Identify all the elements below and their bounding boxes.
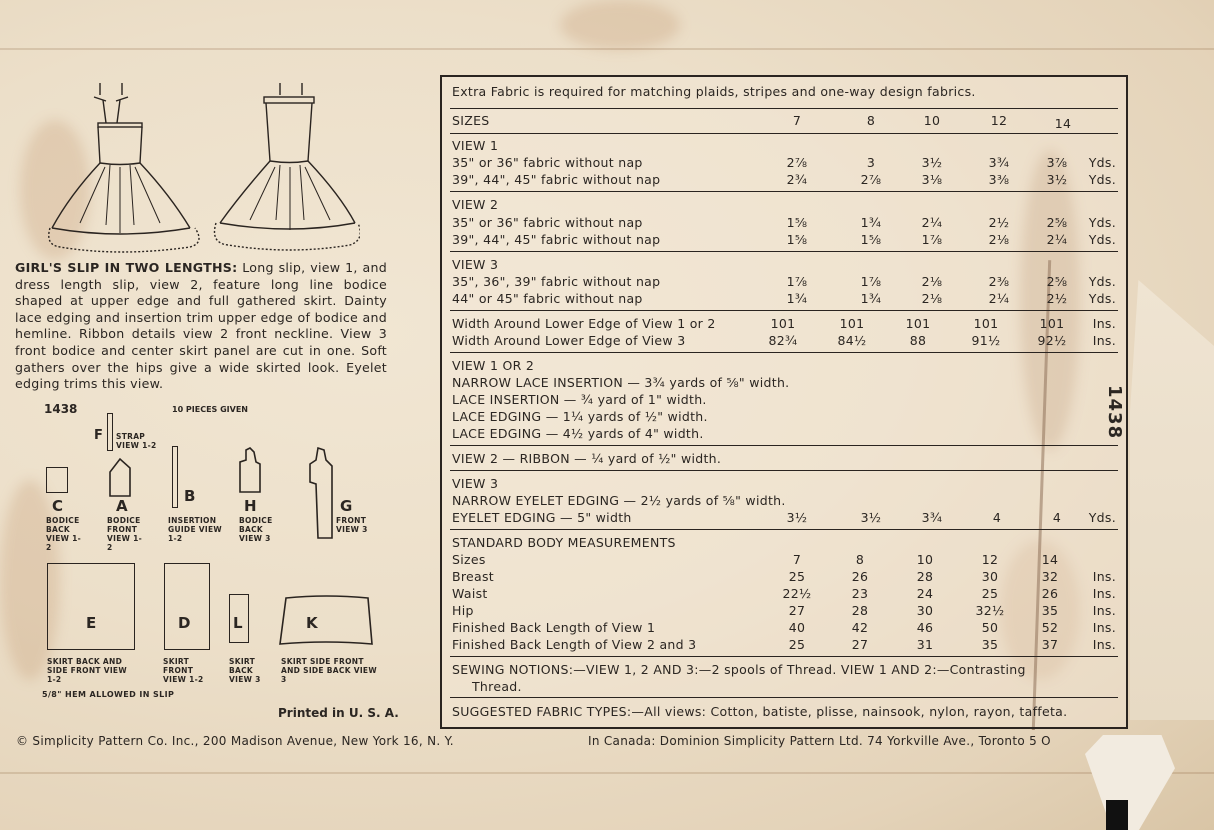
value: 4: [992, 510, 1002, 525]
sewing-notions: SEWING NOTIONS:—VIEW 1, 2 AND 3:—2 spools of Thread. VIEW 1 AND 2:—Contrasting: [452, 662, 1026, 677]
footer-canada-address: In Canada: Dominion Simplicity Pattern Ltd. 74 Yorkville Ave., Toronto 5 O: [588, 734, 1051, 748]
piece-f-label: STRAP VIEW 1-2: [116, 432, 157, 450]
view2-row-1: [452, 215, 1116, 231]
footer-us-address: © Simplicity Pattern Co. Inc., 200 Madison Avenue, New York 16, N. Y.: [16, 734, 454, 748]
piece-c-label: BODICE BACK VIEW 1-2: [46, 516, 82, 552]
back-length-view23-row: [452, 637, 1116, 653]
body-measurements-title: STANDARD BODY MEASUREMENTS: [452, 535, 676, 550]
piece-h-shape: [236, 446, 266, 496]
value: 25: [788, 637, 806, 652]
row-label: 35", 36", 39" fabric without nap: [452, 274, 661, 289]
background-gap: [1106, 800, 1128, 830]
row-label: 39", 44", 45" fabric without nap: [452, 172, 661, 187]
piece-b-shape: [172, 446, 178, 508]
hem-note: 5/8" HEM ALLOWED IN SLIP: [42, 690, 175, 699]
slip-illustrations: [40, 75, 360, 255]
divider: [450, 251, 1118, 252]
value: 1⅞: [786, 274, 808, 289]
piece-l-letter: L: [233, 614, 243, 632]
value: 35: [981, 637, 999, 652]
piece-e-label: SKIRT BACK AND SIDE FRONT VIEW 1-2: [47, 657, 127, 684]
value: 2½: [988, 215, 1010, 230]
value: 40: [788, 620, 806, 635]
value: 2⅜: [988, 274, 1010, 289]
value: 1¾: [860, 215, 882, 230]
trim-line: LACE EDGING — 1¼ yards of ½" width.: [452, 409, 708, 424]
value: 3¾: [988, 155, 1010, 170]
value: 27: [788, 603, 806, 618]
pattern-number: 1438: [44, 402, 78, 416]
piece-k-letter: K: [306, 614, 318, 632]
value: 2⅞: [786, 155, 808, 170]
value: 28: [916, 569, 934, 584]
value: 12: [981, 552, 999, 567]
value: 2⅞: [860, 172, 882, 187]
sizes-row: [452, 113, 1116, 129]
value: 2¼: [988, 291, 1010, 306]
value: 26: [851, 569, 869, 584]
value: 50: [981, 620, 999, 635]
value: 88: [909, 333, 927, 348]
value: 42: [851, 620, 869, 635]
printed-in: Printed in U. S. A.: [278, 706, 399, 720]
unit: Ins.: [1092, 620, 1116, 635]
unit: Ins.: [1092, 316, 1116, 331]
body-sizes-row: [452, 552, 1116, 568]
value: 101: [1039, 316, 1065, 331]
piece-h-letter: H: [244, 497, 257, 515]
value: 2½: [1046, 291, 1068, 306]
view1-row-1: [452, 155, 1116, 171]
piece-f-shape: [107, 413, 113, 451]
unit: Ins.: [1092, 637, 1116, 652]
value: 10: [916, 552, 934, 567]
divider: [450, 445, 1118, 446]
value: 3½: [921, 155, 943, 170]
value: 3½: [1046, 172, 1068, 187]
value: 101: [905, 316, 931, 331]
piece-a-shape: [108, 456, 134, 498]
value: 1¾: [786, 291, 808, 306]
trims-view3-title: VIEW 3: [452, 476, 499, 491]
value: 2¼: [1046, 232, 1068, 247]
unit: Yds.: [1088, 172, 1116, 187]
value: 91½: [971, 333, 1001, 348]
size-7: 7: [792, 113, 802, 128]
hip-row: [452, 603, 1116, 619]
piece-e-shape: [47, 563, 135, 650]
view3-row-2: [452, 291, 1116, 307]
piece-l-label: SKIRT BACK VIEW 3: [229, 657, 261, 684]
value: 1⅝: [860, 232, 882, 247]
unit: Ins.: [1092, 333, 1116, 348]
trim-line: LACE EDGING — 4½ yards of 4" width.: [452, 426, 704, 441]
row-label: 39", 44", 45" fabric without nap: [452, 232, 661, 247]
value: 3½: [860, 510, 882, 525]
piece-k-label: SKIRT SIDE FRONT AND SIDE BACK VIEW 3: [281, 657, 377, 684]
yardage-chart: [440, 75, 1128, 729]
value: 3½: [786, 510, 808, 525]
unit: Yds.: [1088, 155, 1116, 170]
value: 22½: [782, 586, 812, 601]
unit: Yds.: [1088, 274, 1116, 289]
waist-row: [452, 586, 1116, 602]
pattern-description: [15, 260, 387, 393]
value: 84½: [837, 333, 867, 348]
unit: Yds.: [1088, 510, 1116, 525]
value: 24: [916, 586, 934, 601]
value: 3⅞: [1046, 155, 1068, 170]
torn-corner: [1130, 280, 1214, 720]
stain: [560, 0, 680, 50]
divider: [450, 133, 1118, 134]
description-title: GIRL'S SLIP IN TWO LENGTHS:: [15, 260, 238, 275]
unit: Ins.: [1092, 569, 1116, 584]
width-row-1: [452, 316, 1116, 332]
value: 25: [981, 586, 999, 601]
size-12: 12: [990, 113, 1008, 128]
piece-a-letter: A: [116, 497, 128, 515]
unit: Yds.: [1088, 215, 1116, 230]
value: 46: [916, 620, 934, 635]
value: 3⅛: [921, 172, 943, 187]
sewing-notions-cont: Thread.: [472, 679, 522, 694]
row-label: Hip: [452, 603, 474, 618]
row-label: Finished Back Length of View 2 and 3: [452, 637, 697, 652]
trim-line: NARROW LACE INSERTION — 3¾ yards of ⅝" width.: [452, 375, 790, 390]
size-10: 10: [923, 113, 941, 128]
value: 1⅝: [786, 215, 808, 230]
crease: [0, 772, 1214, 774]
value: 2⅛: [988, 232, 1010, 247]
value: 82¾: [768, 333, 798, 348]
extra-fabric-note: Extra Fabric is required for matching plaids, stripes and one-way design fabrics.: [452, 84, 976, 99]
trims-view12-title: VIEW 1 OR 2: [452, 358, 535, 373]
eyelet-edging-row: [452, 510, 1116, 526]
value: 4: [1052, 510, 1062, 525]
piece-c-letter: C: [52, 497, 64, 515]
value: 7: [792, 552, 802, 567]
divider: [450, 470, 1118, 471]
piece-k-shape: [278, 592, 374, 650]
value: 101: [973, 316, 999, 331]
value: 3⅜: [988, 172, 1010, 187]
divider: [450, 529, 1118, 530]
unit: Yds.: [1088, 291, 1116, 306]
value: 2⅛: [921, 291, 943, 306]
divider: [450, 191, 1118, 192]
row-label: Finished Back Length of View 1: [452, 620, 656, 635]
width-row-2: [452, 333, 1116, 349]
piece-d-letter: D: [178, 614, 191, 632]
piece-a-label: BODICE FRONT VIEW 1-2: [107, 516, 143, 552]
trim-line: LACE INSERTION — ¾ yard of 1" width.: [452, 392, 707, 407]
value: 2¾: [786, 172, 808, 187]
divider: [450, 352, 1118, 353]
piece-d-shape: [164, 563, 210, 650]
value: 8: [855, 552, 865, 567]
value: 32: [1041, 569, 1059, 584]
value: 35: [1041, 603, 1059, 618]
suggested-fabric-types: SUGGESTED FABRIC TYPES:—All views: Cotton, batiste, plisse, nainsook, nylon, rayon, taffeta.: [452, 704, 1068, 719]
value: 2⅝: [1046, 215, 1068, 230]
piece-d-label: SKIRT FRONT VIEW 1-2: [163, 657, 204, 684]
unit: Ins.: [1092, 586, 1116, 601]
description-body: Long slip, view 1, and dress length slip, view 2, feature long line bodice shaped at upper edge and full gathered skirt. Dainty lace edging and insertion trim upper edge of bodice and hemline. Ribbon details view 2 front neckline. View 3 front bodice and center skirt panel are cut in one. Soft gathers over the hips give a wide skirted look. Eyelet edging trims this view.: [15, 260, 387, 392]
value: 1⅞: [860, 274, 882, 289]
piece-c-shape: [46, 467, 68, 493]
value: 30: [981, 569, 999, 584]
row-label: 35" or 36" fabric without nap: [452, 215, 643, 230]
piece-g-shape: [304, 444, 338, 542]
piece-b-label: INSERTION GUIDE VIEW 1-2: [168, 516, 222, 543]
pieces-given: 10 PIECES GIVEN: [172, 405, 248, 414]
value: 1⅝: [786, 232, 808, 247]
divider: [450, 108, 1118, 109]
value: 31: [916, 637, 934, 652]
value: 92½: [1037, 333, 1067, 348]
value: 30: [916, 603, 934, 618]
value: 1⅞: [921, 232, 943, 247]
piece-g-letter: G: [340, 497, 353, 515]
value: 27: [851, 637, 869, 652]
value: 101: [839, 316, 865, 331]
unit: Ins.: [1092, 603, 1116, 618]
value: 14: [1041, 552, 1059, 567]
row-label: Sizes: [452, 552, 486, 567]
piece-e-letter: E: [86, 614, 97, 632]
breast-row: [452, 569, 1116, 585]
view1-row-2: [452, 172, 1116, 188]
value: 1¾: [860, 291, 882, 306]
narrow-eyelet-line: NARROW EYELET EDGING — 2½ yards of ⅝" width.: [452, 493, 786, 508]
back-length-view1-row: [452, 620, 1116, 636]
row-label: 44" or 45" fabric without nap: [452, 291, 643, 306]
crease: [0, 48, 1214, 50]
value: 37: [1041, 637, 1059, 652]
value: 2⅛: [921, 274, 943, 289]
value: 28: [851, 603, 869, 618]
view3-row-1: [452, 274, 1116, 290]
unit: Yds.: [1088, 232, 1116, 247]
piece-b-letter: B: [184, 487, 196, 505]
size-14: 14: [1054, 116, 1072, 131]
value: 32½: [975, 603, 1005, 618]
divider: [450, 310, 1118, 311]
value: 25: [788, 569, 806, 584]
view1-title: VIEW 1: [452, 138, 499, 153]
sizes-label: SIZES: [452, 113, 490, 128]
value: 26: [1041, 586, 1059, 601]
row-label: Width Around Lower Edge of View 3: [452, 333, 686, 348]
divider: [450, 697, 1118, 698]
folded-flap: [1085, 735, 1175, 830]
value: 3¾: [921, 510, 943, 525]
piece-h-label: BODICE BACK VIEW 3: [239, 516, 273, 543]
row-label: Width Around Lower Edge of View 1 or 2: [452, 316, 716, 331]
side-pattern-number: 1438: [1104, 385, 1125, 440]
value: 52: [1041, 620, 1059, 635]
view2-title: VIEW 2: [452, 197, 499, 212]
size-8: 8: [866, 113, 876, 128]
value: 101: [770, 316, 796, 331]
piece-f-letter: F: [94, 428, 103, 443]
row-label: EYELET EDGING — 5" width: [452, 510, 632, 525]
value: 23: [851, 586, 869, 601]
value: 3: [866, 155, 876, 170]
row-label: Waist: [452, 586, 488, 601]
value: 2¼: [921, 215, 943, 230]
value: 2⅝: [1046, 274, 1068, 289]
view3-title: VIEW 3: [452, 257, 499, 272]
divider: [450, 656, 1118, 657]
row-label: 35" or 36" fabric without nap: [452, 155, 643, 170]
piece-g-label: FRONT VIEW 3: [336, 516, 368, 534]
ribbon-view2: VIEW 2 — RIBBON — ¼ yard of ½" width.: [452, 451, 722, 466]
view2-row-2: [452, 232, 1116, 248]
row-label: Breast: [452, 569, 495, 584]
